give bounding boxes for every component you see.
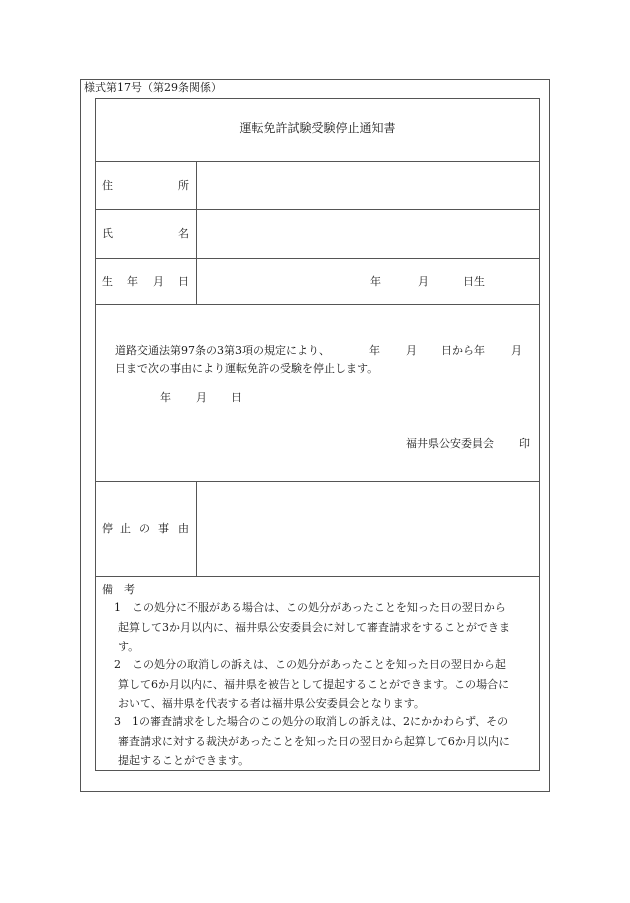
notice-line-2: 日まで次の事由により運転免許の受験を停止します。 (115, 362, 379, 375)
remark-item (114, 712, 534, 771)
remark-line: 審査請求に対する裁決があったことを知った日の翌日から起算して6か月以内に (118, 734, 510, 748)
birth-year-unit: 年 (370, 275, 381, 288)
remark-line: 提起することができます。 (118, 754, 250, 767)
name-field[interactable] (198, 211, 538, 256)
row-divider (95, 209, 540, 210)
remark-item (114, 598, 534, 657)
column-divider (196, 481, 197, 576)
start-month-unit: 月 (406, 344, 417, 357)
document-title: 運転免許試験受験停止通知書 (239, 121, 396, 135)
remark-number: 2 (114, 658, 121, 671)
address-field[interactable] (198, 163, 538, 207)
row-divider (95, 481, 540, 482)
issuer-name: 福井県公安委員会 (406, 437, 494, 450)
remark-number: 3 (114, 715, 121, 728)
birth-day-unit: 日生 (463, 275, 485, 288)
remark-line: おいて、福井県を代表する者は福井県公安委員会となります。 (118, 697, 425, 710)
remark-number: 1 (114, 601, 121, 614)
start-day-end-year-unit: 日から年 (441, 344, 485, 357)
reason-field[interactable] (198, 483, 538, 574)
end-month-unit: 月 (511, 344, 522, 357)
form-number-label: 様式第17号（第29条関係） (84, 81, 222, 94)
notice-line-1 (115, 342, 530, 360)
statute-text: 道路交通法第97条の3第3項の規定により、 (115, 344, 330, 357)
birthdate-field[interactable] (198, 260, 538, 302)
seal-mark: 印 (519, 437, 530, 450)
remark-line: 起算して3か月以内に、福井県公安委員会に対して審査請求をすることができま (118, 620, 510, 634)
remark-line: この処分の取消しの訴えは、この処分があったことを知った日の翌日から起 (132, 658, 506, 671)
remark-line: す。 (118, 640, 140, 653)
remark-line: 1の審査請求をした場合のこの処分の取消しの訴えは、2にかかわらず、その (132, 715, 509, 728)
column-divider (196, 161, 197, 304)
remark-item (114, 655, 534, 714)
start-year-unit: 年 (369, 344, 380, 357)
row-divider (95, 258, 540, 259)
row-divider (95, 161, 540, 162)
birth-month-unit: 月 (418, 275, 429, 288)
row-divider (95, 304, 540, 305)
notice-body (115, 342, 530, 378)
remark-line: この処分に不服がある場合は、この処分があったことを知った日の翌日から (132, 601, 506, 614)
remark-line: 算して6か月以内に、福井県を被告として提起することができます。この場合に (118, 677, 510, 691)
row-divider (95, 576, 540, 577)
